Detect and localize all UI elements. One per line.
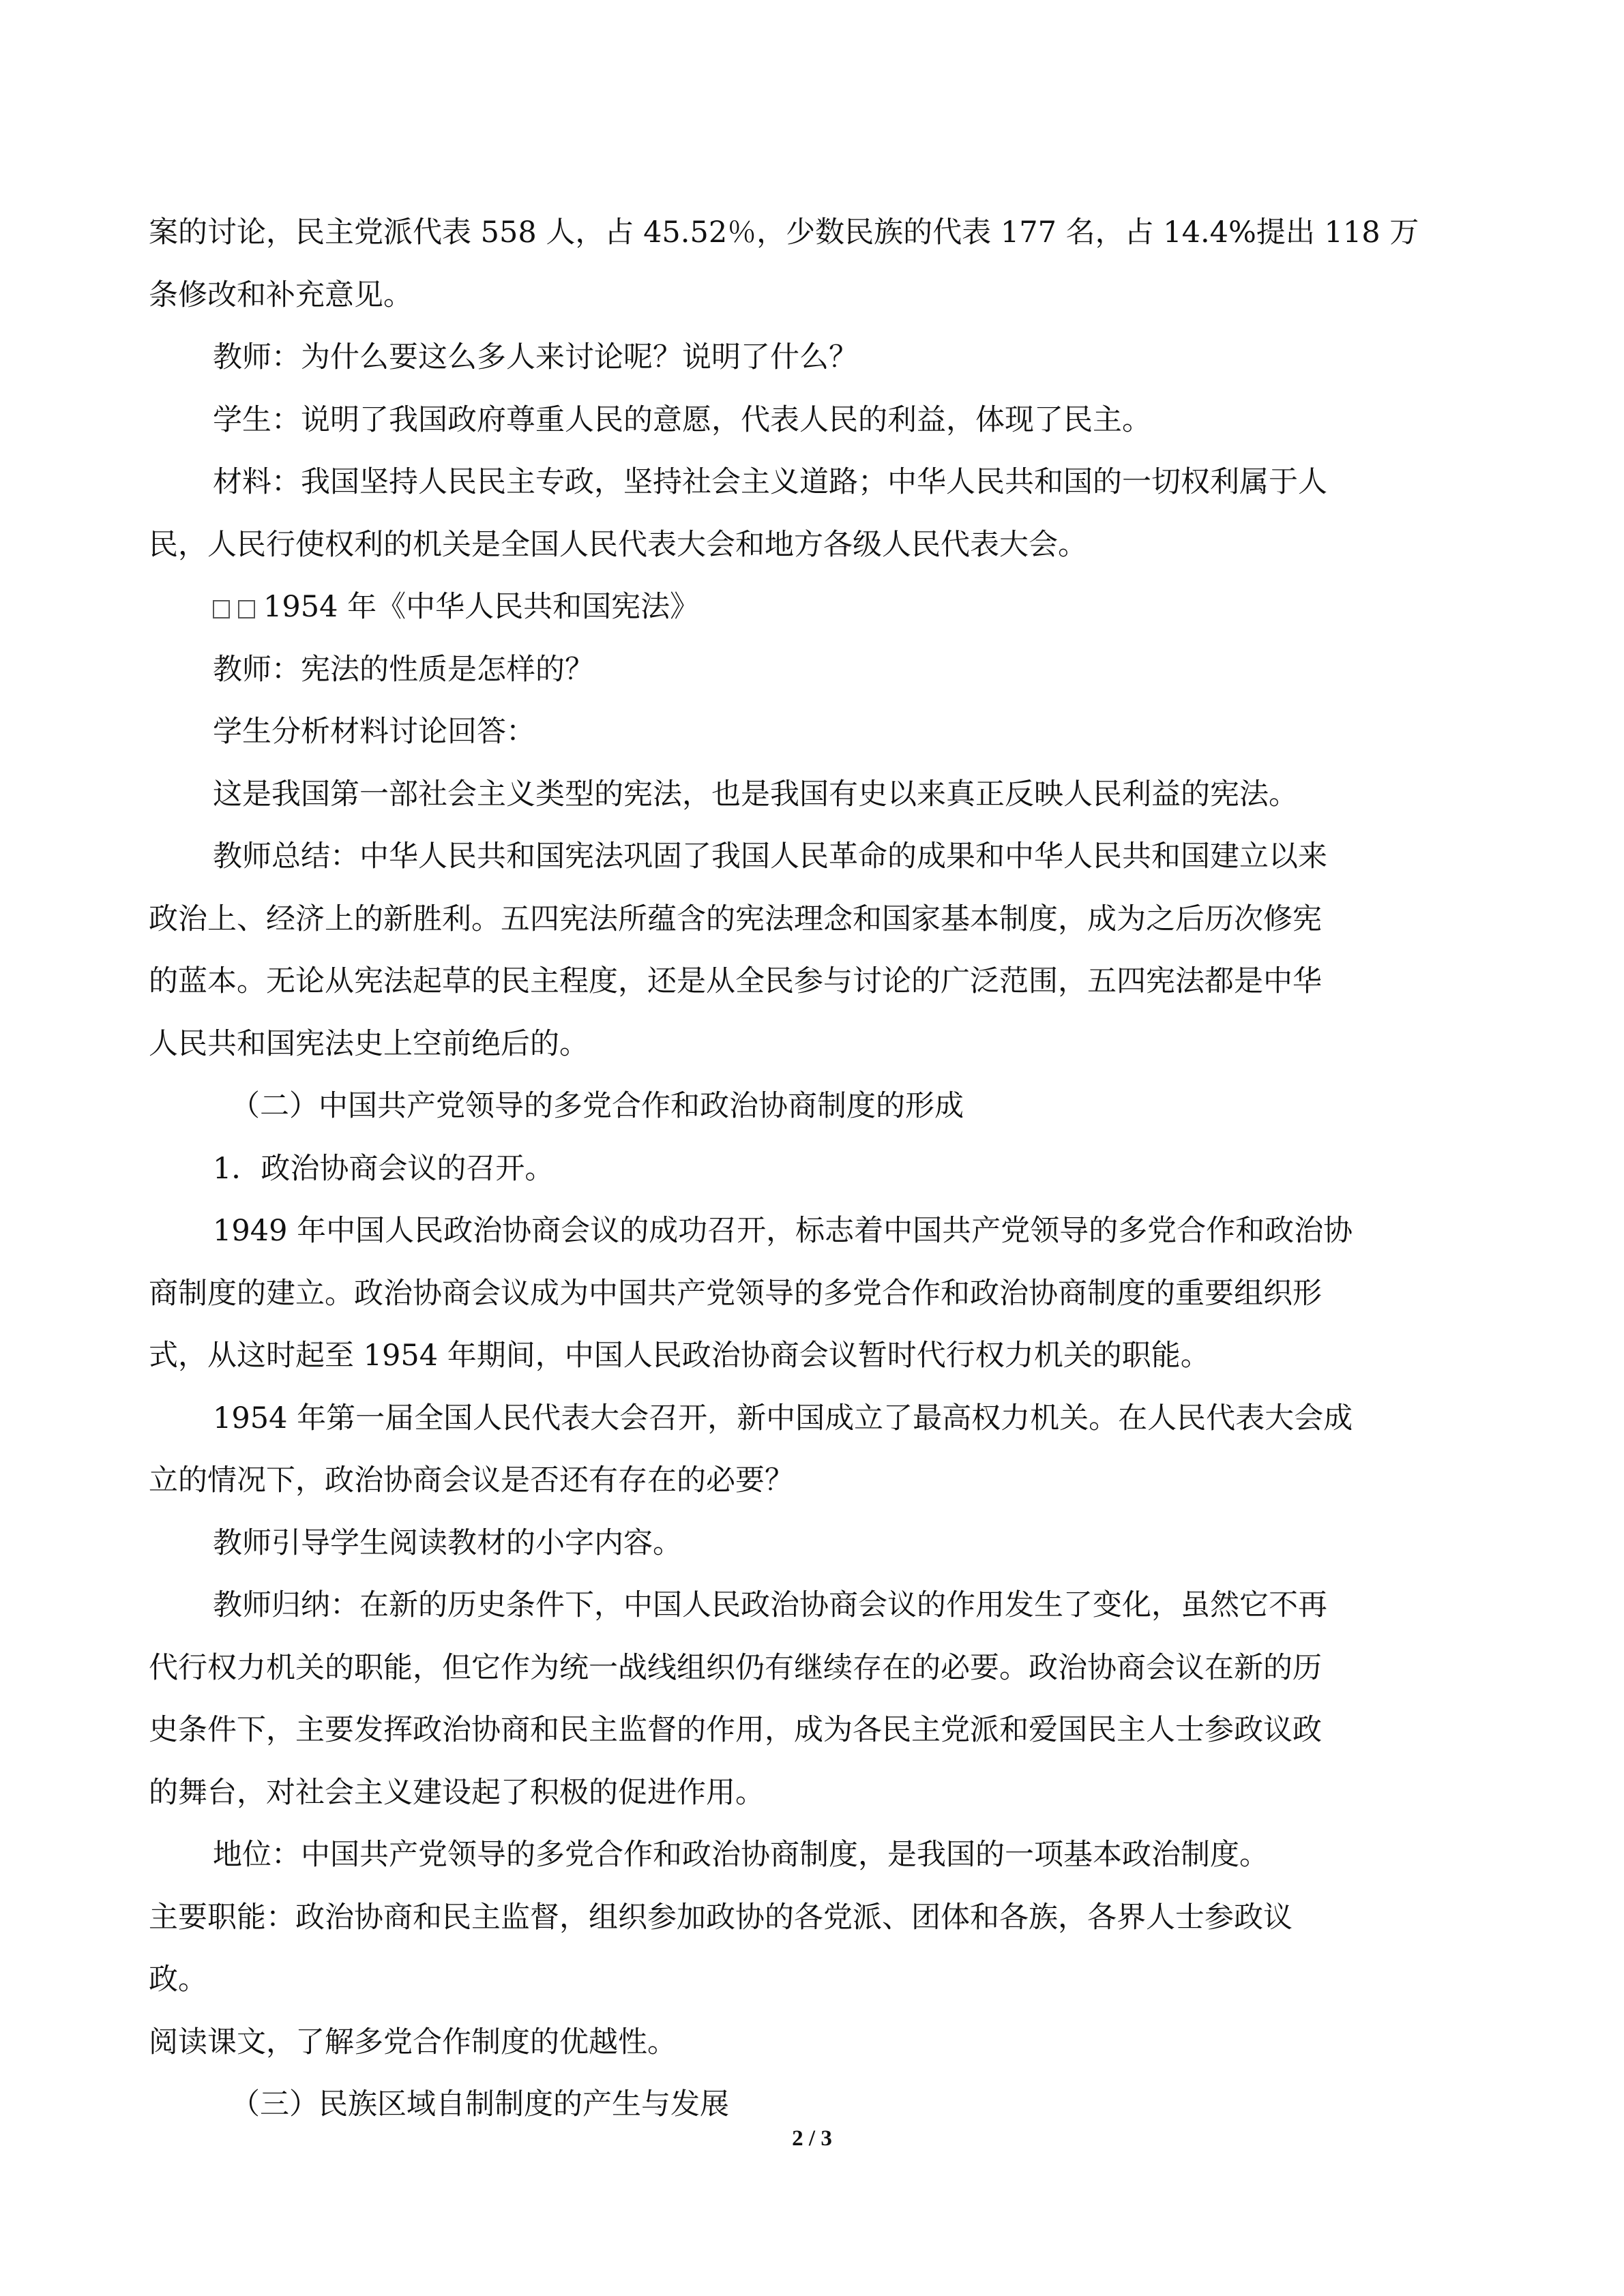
line-text: 1949 年中国人民政治协商会议的成功召开，标志着中国共产党领导的多党合作和政治协	[213, 1214, 1353, 1248]
text-line	[149, 1699, 1472, 1762]
line-text: 1954 年《中华人民共和国宪法》	[263, 590, 700, 624]
text-line	[149, 202, 1472, 265]
line-text: （二）中国共产党领导的多党合作和政治协商制度的形成	[231, 1089, 964, 1123]
line-text: 史条件下，主要发挥政治协商和民主监督的作用，成为各民主党派和爱国民主人士参政议政	[149, 1713, 1322, 1747]
line-text: 这是我国第一部社会主义类型的宪法，也是我国有史以来真正反映人民利益的宪法。	[213, 777, 1298, 811]
text-line	[149, 1013, 1472, 1076]
line-text: 条修改和补充意见。	[149, 278, 413, 312]
text-line	[149, 389, 1472, 452]
text-line	[149, 1388, 1472, 1450]
text-line	[149, 514, 1472, 577]
text-line	[149, 701, 1472, 764]
text-line	[149, 2012, 1472, 2074]
text-line	[149, 327, 1472, 389]
text-line	[149, 1263, 1472, 1326]
line-text: （三）民族区域自制制度的产生与发展	[231, 2087, 729, 2121]
line-text: 地位：中国共产党领导的多党合作和政治协商制度，是我国的一项基本政治制度。	[213, 1838, 1269, 1872]
line-text: 教师引导学生阅读教材的小字内容。	[213, 1525, 682, 1560]
document-body	[149, 202, 1472, 2136]
line-text: 人民共和国宪法史上空前绝后的。	[149, 1026, 589, 1061]
placeholder-box-icon	[213, 600, 230, 618]
line-text: 式，从这时起至 1954 年期间，中国人民政治协商会议暂时代行权力机关的职能。	[149, 1339, 1210, 1373]
text-line	[149, 1637, 1472, 1700]
text-line	[149, 1325, 1472, 1388]
text-line	[149, 889, 1472, 951]
line-text: 教师总结：中华人民共和国宪法巩固了我国人民革命的成果和中华人民共和国建立以来	[213, 839, 1327, 874]
text-line	[149, 1450, 1472, 1512]
line-text: 立的情况下，政治协商会议是否还有存在的必要？	[149, 1463, 794, 1497]
line-text: 教师：宪法的性质是怎样的？	[213, 652, 594, 687]
line-text: 1954 年第一届全国人民代表大会召开，新中国成立了最高权力机关。在人民代表大会成	[213, 1401, 1353, 1435]
line-text: 阅读课文，了解多党合作制度的优越性。	[149, 2025, 677, 2059]
text-line	[149, 826, 1472, 889]
line-text: 的舞台，对社会主义建设起了积极的促进作用。	[149, 1775, 765, 1810]
placeholder-box-icon	[238, 600, 255, 618]
text-line	[149, 639, 1472, 702]
text-line	[149, 1887, 1472, 1950]
page-number: 2 / 3	[792, 2126, 832, 2151]
line-text: 民，人民行使权利的机关是全国人民代表大会和地方各级人民代表大会。	[149, 527, 1087, 562]
line-text: 案的讨论，民主党派代表 558 人，占 45.52％，少数民族的代表 177 名，占 14.4%提出 118 万	[149, 215, 1419, 250]
line-text: 代行权力机关的职能，但它作为统一战线组织仍有继续存在的必要。政治协商会议在新的历	[149, 1650, 1322, 1685]
line-text: 材料：我国坚持人民民主专政，坚持社会主义道路；中华人民共和国的一切权利属于人	[213, 465, 1327, 499]
text-line	[149, 1200, 1472, 1263]
text-line	[149, 1762, 1472, 1825]
line-text: 的蓝本。无论从宪法起草的民主程度，还是从全民参与讨论的广泛范围，五四宪法都是中华	[149, 964, 1322, 998]
line-text: 教师：为什么要这么多人来讨论呢？说明了什么？	[213, 340, 858, 374]
line-text: 学生分析材料讨论回答：	[213, 715, 535, 749]
line-text: 政治上、经济上的新胜利。五四宪法所蕴含的宪法理念和国家基本制度，成为之后历次修宪	[149, 901, 1322, 936]
line-text: 教师归纳：在新的历史条件下，中国人民政治协商会议的作用发生了变化，虽然它不再	[213, 1588, 1327, 1622]
text-line	[149, 1075, 1472, 1138]
text-line	[149, 1824, 1472, 1887]
text-line	[149, 265, 1472, 327]
line-text: 1．政治协商会议的召开。	[213, 1151, 555, 1186]
line-text: 政。	[149, 1963, 207, 1997]
line-text: 学生：说明了我国政府尊重人民的意愿，代表人民的利益，体现了民主。	[213, 402, 1151, 437]
text-line	[149, 576, 1472, 639]
line-text: 商制度的建立。政治协商会议成为中国共产党领导的多党合作和政治协商制度的重要组织形	[149, 1276, 1322, 1311]
text-line	[149, 451, 1472, 514]
text-line	[149, 1138, 1472, 1201]
line-text: 主要职能：政治协商和民主监督，组织参加政协的各党派、团体和各族，各界人士参政议	[149, 1900, 1293, 1935]
text-line	[149, 764, 1472, 826]
text-line	[149, 951, 1472, 1013]
text-line	[149, 1512, 1472, 1575]
text-line	[149, 1575, 1472, 1637]
text-line	[149, 1949, 1472, 2012]
